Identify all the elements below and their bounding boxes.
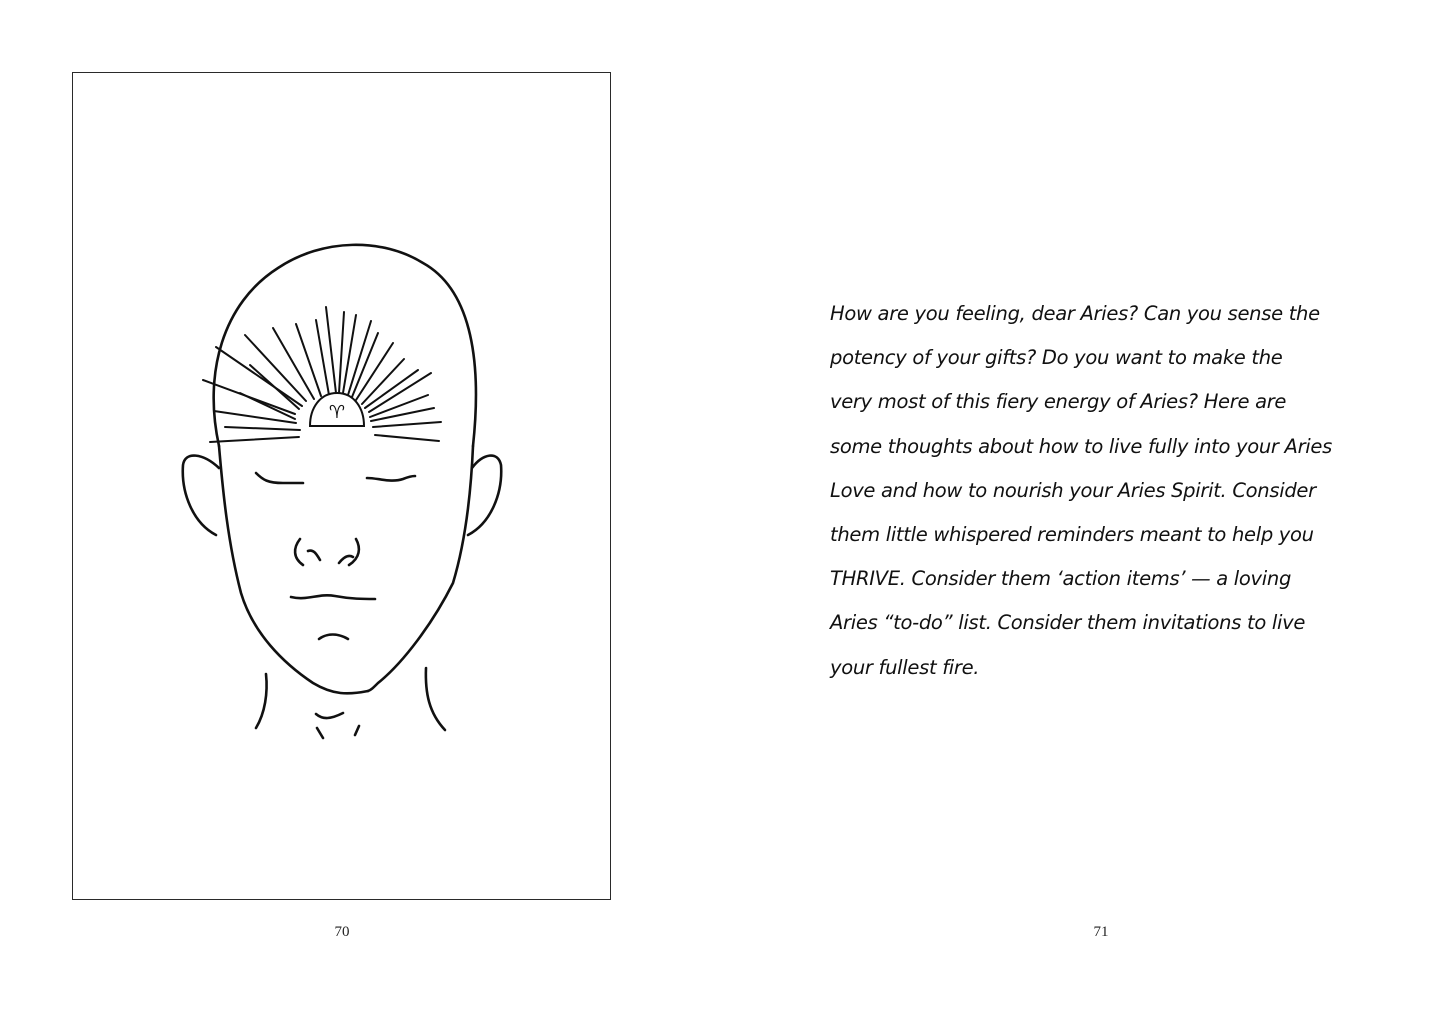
paragraph-line: Love and how to nourish your Aries Spirit. Consider (830, 478, 1316, 502)
paragraph-line: your fullest fire. (830, 655, 980, 679)
paragraph-line: Aries “to-do” list. Consider them invitations to live (830, 611, 1306, 635)
page-number-right: 71 (1093, 924, 1109, 940)
body-paragraph (830, 294, 1390, 692)
paragraph-line: very most of this fiery energy of Aries? Here are (830, 390, 1287, 414)
paragraph-line: them little whispered reminders meant to help you (830, 522, 1314, 546)
aries-symbol-icon: ♈ (328, 402, 346, 423)
meditating-face-illustration (73, 73, 612, 901)
illustration-frame (72, 72, 611, 900)
paragraph-line: How are you feeling, dear Aries? Can you sense the (830, 302, 1320, 325)
paragraph-line: some thoughts about how to live fully into your Aries (830, 434, 1332, 458)
paragraph-line: THRIVE. Consider them ‘action items’ — a loving (830, 567, 1292, 591)
paragraph-line: potency of your gifts? Do you want to make the (830, 346, 1283, 370)
page-number-left: 70 (334, 924, 350, 940)
